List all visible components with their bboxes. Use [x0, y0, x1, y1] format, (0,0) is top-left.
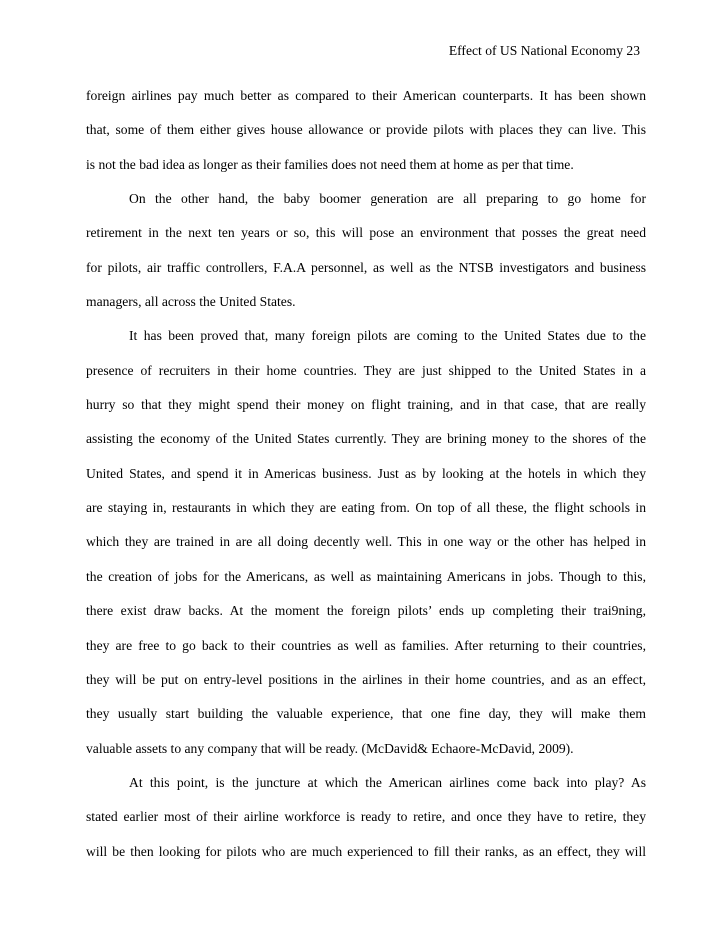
text-line: valuable assets to any company that will be ready. (McDavid& Echaore-McDavid, 2009). — [86, 740, 574, 756]
text-line: assisting the economy of the United States currently. They are brining money to the shores of the — [86, 431, 646, 447]
text-line: they are free to go back to their countries as well as families. After returning to their countries, — [86, 637, 646, 653]
text-line: they usually start building the valuable experience, that one fine day, they will make them — [86, 706, 646, 722]
running-head: Effect of US National Economy 23 — [448, 43, 640, 58]
text-line: managers, all across the United States. — [86, 294, 296, 310]
text-line: retirement in the next ten years or so, this will pose an environment that posses the great need — [86, 225, 646, 241]
text-line: they will be put on entry-level positions in the airlines in their home countries, and as an effect, — [86, 671, 646, 687]
body-text — [86, 79, 646, 869]
text-line: for pilots, air traffic controllers, F.A.A personnel, as well as the NTSB investigators and business — [86, 259, 646, 275]
text-line: there exist draw backs. At the moment the foreign pilots’ ends up completing their trai9ning, — [86, 603, 646, 619]
text-line: which they are trained in are all doing decently well. This in one way or the other has helped in — [86, 534, 646, 550]
text-line: are staying in, restaurants in which they are eating from. On top of all these, the flight schools in — [86, 500, 646, 516]
text-line: foreign airlines pay much better as compared to their American counterparts. It has been shown — [86, 88, 646, 103]
text-line: the creation of jobs for the Americans, as well as maintaining Americans in jobs. Though to this, — [86, 568, 646, 584]
text-line: will be then looking for pilots who are much experienced to fill their ranks, as an effect, they will — [86, 843, 646, 859]
text-line: hurry so that they might spend their money on flight training, and in that case, that are really — [86, 397, 646, 413]
text-line: that, some of them either gives house allowance or provide pilots with places they can live. This — [86, 122, 646, 138]
text-line: United States, and spend it in Americas business. Just as by looking at the hotels in which they — [86, 465, 646, 481]
text-line: stated earlier most of their airline workforce is ready to retire, and once they have to retire, they — [86, 809, 646, 825]
text-line: At this point, is the juncture at which the American airlines come back into play? As — [129, 774, 646, 790]
text-line: is not the bad idea as longer as their families does not need them at home as per that time. — [86, 156, 574, 172]
text-line: On the other hand, the baby boomer generation are all preparing to go home for — [129, 191, 646, 207]
text-line: presence of recruiters in their home countries. They are just shipped to the United States in a — [86, 362, 646, 378]
text-line: It has been proved that, many foreign pilots are coming to the United States due to the — [129, 328, 646, 344]
